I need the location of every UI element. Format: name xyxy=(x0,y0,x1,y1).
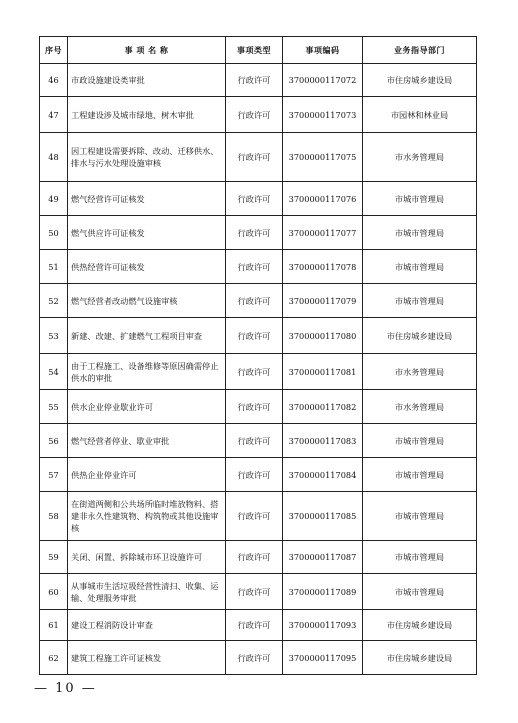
cell-dept: 市城市管理局 xyxy=(363,492,477,541)
cell-name: 由于工程施工、设备维修等原因确需停止供水的审批 xyxy=(68,354,226,390)
cell-code: 3700000117093 xyxy=(283,610,363,641)
table-row xyxy=(40,574,477,610)
table-row xyxy=(40,133,477,182)
cell-seq: 51 xyxy=(40,250,68,284)
cell-name: 新建、改建、扩建燃气工程项目审查 xyxy=(68,318,226,354)
cell-type: 行政许可 xyxy=(226,541,283,574)
cell-name: 供水企业停业歇业许可 xyxy=(68,390,226,424)
cell-dept: 市园林和林业局 xyxy=(363,97,477,133)
header-code: 事项编码 xyxy=(283,37,363,64)
cell-dept: 市水务管理局 xyxy=(363,390,477,424)
cell-type: 行政许可 xyxy=(226,610,283,641)
cell-name: 在街道两侧和公共场所临时堆放物料、搭建非永久性建筑物、构筑物或其他设施审核 xyxy=(68,492,226,541)
cell-dept: 市城市管理局 xyxy=(363,458,477,492)
cell-seq: 60 xyxy=(40,574,68,610)
cell-type: 行政许可 xyxy=(226,458,283,492)
cell-dept: 市水务管理局 xyxy=(363,133,477,182)
table-row xyxy=(40,64,477,97)
table-header xyxy=(40,37,477,64)
table-row xyxy=(40,250,477,284)
cell-type: 行政许可 xyxy=(226,133,283,182)
cell-name: 建筑工程施工许可证核发 xyxy=(68,641,226,675)
cell-dept: 市住房城乡建设局 xyxy=(363,641,477,675)
cell-type: 行政许可 xyxy=(226,424,283,458)
cell-code: 3700000117082 xyxy=(283,390,363,424)
cell-seq: 57 xyxy=(40,458,68,492)
cell-name: 燃气经营者改动燃气设施审核 xyxy=(68,284,226,318)
table-row xyxy=(40,216,477,250)
header-type: 事项类型 xyxy=(226,37,283,64)
cell-seq: 54 xyxy=(40,354,68,390)
cell-name: 燃气供应许可证核发 xyxy=(68,216,226,250)
table-row xyxy=(40,424,477,458)
cell-dept: 市住房城乡建设局 xyxy=(363,318,477,354)
table-row xyxy=(40,610,477,641)
cell-seq: 46 xyxy=(40,64,68,97)
cell-name: 燃气经营者停业、歇业审批 xyxy=(68,424,226,458)
cell-seq: 47 xyxy=(40,97,68,133)
table-row xyxy=(40,97,477,133)
cell-seq: 56 xyxy=(40,424,68,458)
cell-name: 供热经营许可证核发 xyxy=(68,250,226,284)
cell-code: 3700000117072 xyxy=(283,64,363,97)
header-name: 事 项 名 称 xyxy=(68,37,226,64)
cell-code: 3700000117078 xyxy=(283,250,363,284)
cell-name: 供热企业停业许可 xyxy=(68,458,226,492)
cell-type: 行政许可 xyxy=(226,216,283,250)
cell-seq: 55 xyxy=(40,390,68,424)
cell-seq: 58 xyxy=(40,492,68,541)
cell-dept: 市城市管理局 xyxy=(363,284,477,318)
cell-name: 市政设施建设类审批 xyxy=(68,64,226,97)
cell-dept: 市城市管理局 xyxy=(363,541,477,574)
cell-dept: 市水务管理局 xyxy=(363,354,477,390)
cell-dept: 市城市管理局 xyxy=(363,182,477,216)
cell-type: 行政许可 xyxy=(226,97,283,133)
cell-type: 行政许可 xyxy=(226,318,283,354)
cell-seq: 62 xyxy=(40,641,68,675)
table-row xyxy=(40,182,477,216)
cell-name: 关闭、闲置、拆除城市环卫设施许可 xyxy=(68,541,226,574)
cell-name: 工程建设涉及城市绿地、树木审批 xyxy=(68,97,226,133)
cell-seq: 59 xyxy=(40,541,68,574)
cell-seq: 53 xyxy=(40,318,68,354)
cell-type: 行政许可 xyxy=(226,492,283,541)
cell-type: 行政许可 xyxy=(226,182,283,216)
cell-name: 建设工程消防设计审查 xyxy=(68,610,226,641)
cell-seq: 52 xyxy=(40,284,68,318)
cell-seq: 48 xyxy=(40,133,68,182)
cell-seq: 49 xyxy=(40,182,68,216)
cell-code: 3700000117081 xyxy=(283,354,363,390)
cell-code: 3700000117075 xyxy=(283,133,363,182)
table-row xyxy=(40,284,477,318)
header-seq: 序号 xyxy=(40,37,68,64)
table-row xyxy=(40,390,477,424)
cell-code: 3700000117084 xyxy=(283,458,363,492)
cell-code: 3700000117083 xyxy=(283,424,363,458)
cell-type: 行政许可 xyxy=(226,641,283,675)
cell-dept: 市城市管理局 xyxy=(363,250,477,284)
cell-name: 燃气经营许可证核发 xyxy=(68,182,226,216)
cell-dept: 市城市管理局 xyxy=(363,216,477,250)
cell-name: 从事城市生活垃圾经营性清扫、收集、运输、处理服务审批 xyxy=(68,574,226,610)
cell-type: 行政许可 xyxy=(226,390,283,424)
header-dept: 业务指导部门 xyxy=(363,37,477,64)
cell-code: 3700000117076 xyxy=(283,182,363,216)
cell-type: 行政许可 xyxy=(226,284,283,318)
table-row xyxy=(40,641,477,675)
cell-type: 行政许可 xyxy=(226,354,283,390)
cell-code: 3700000117077 xyxy=(283,216,363,250)
cell-type: 行政许可 xyxy=(226,64,283,97)
cell-code: 3700000117079 xyxy=(283,284,363,318)
cell-dept: 市住房城乡建设局 xyxy=(363,610,477,641)
cell-code: 3700000117095 xyxy=(283,641,363,675)
matters-table xyxy=(39,36,477,675)
cell-seq: 61 xyxy=(40,610,68,641)
cell-code: 3700000117089 xyxy=(283,574,363,610)
table-row xyxy=(40,458,477,492)
table-row xyxy=(40,318,477,354)
table-row xyxy=(40,541,477,574)
cell-dept: 市住房城乡建设局 xyxy=(363,64,477,97)
table-body xyxy=(40,64,477,675)
cell-code: 3700000117080 xyxy=(283,318,363,354)
cell-dept: 市城市管理局 xyxy=(363,574,477,610)
cell-name: 因工程建设需要拆除、改动、迁移供水、排水与污水处理设施审核 xyxy=(68,133,226,182)
cell-code: 3700000117073 xyxy=(283,97,363,133)
table-row xyxy=(40,354,477,390)
cell-dept: 市城市管理局 xyxy=(363,424,477,458)
table-row xyxy=(40,492,477,541)
cell-code: 3700000117085 xyxy=(283,492,363,541)
cell-type: 行政许可 xyxy=(226,250,283,284)
cell-seq: 50 xyxy=(40,216,68,250)
cell-code: 3700000117087 xyxy=(283,541,363,574)
cell-type: 行政许可 xyxy=(226,574,283,610)
page-number: — 10 — xyxy=(34,681,97,696)
